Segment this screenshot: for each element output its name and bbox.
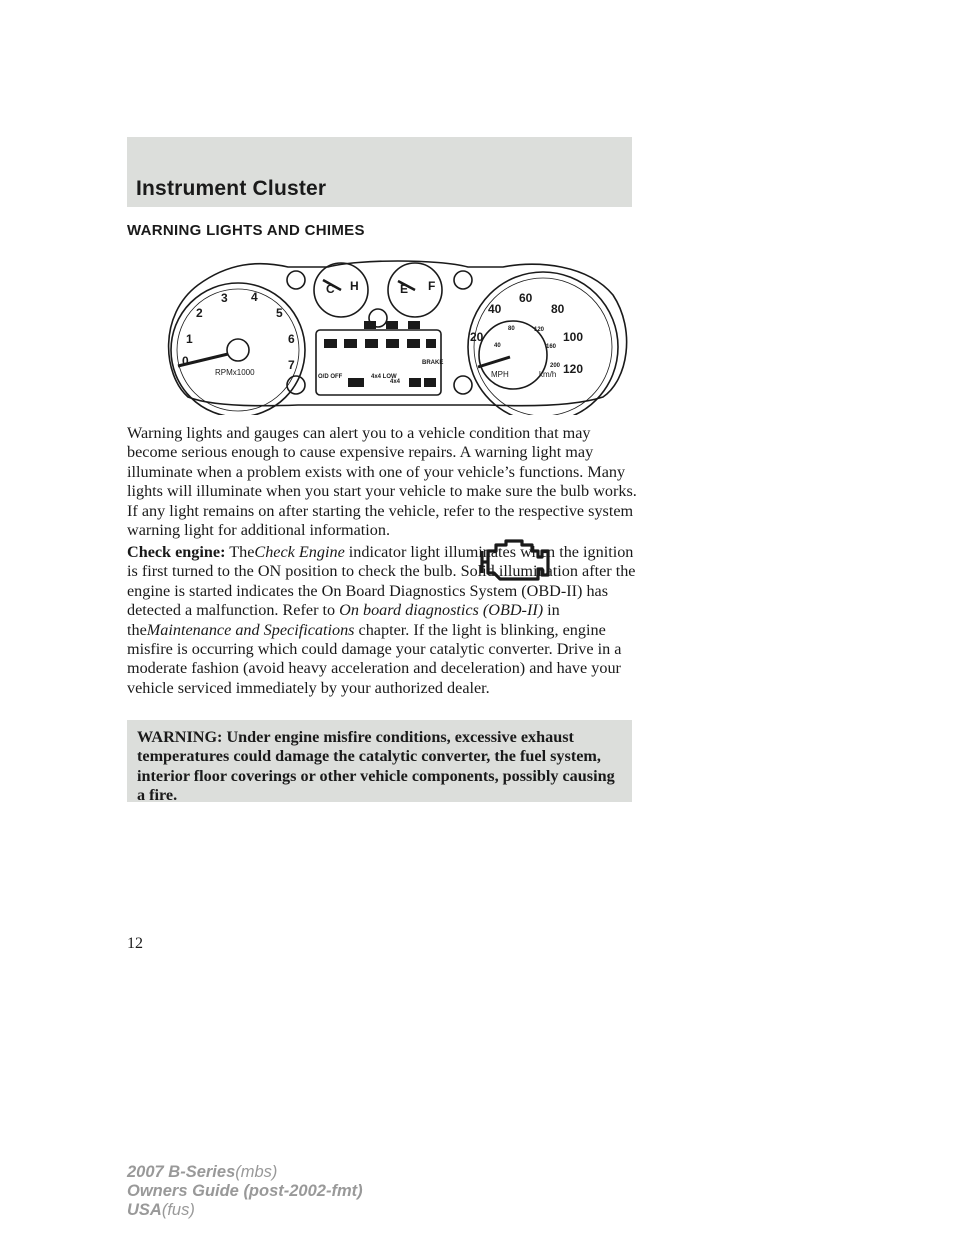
check-engine-text-a: indicator light illuminates when the ignition is first turned to the ON position to check the bulb. Solid illumination after the engine is started indicates the On Board Diagnostics System (OBD-II) has detected a malfunction. Refer to: [127, 543, 636, 620]
check-engine-paragraph: [127, 543, 642, 698]
check-engine-in-the: in the: [127, 601, 560, 639]
tach-tick-0: 0: [182, 354, 189, 368]
tach-tick-2: 2: [196, 306, 203, 320]
speed-tick-20: 20: [470, 330, 484, 344]
four-x-four-indicator: 4x4: [390, 379, 401, 385]
chapter-header: [127, 137, 632, 207]
speed-tick-100: 100: [563, 330, 584, 344]
speed-tick-120: 120: [563, 362, 584, 376]
check-engine-icon: [478, 537, 553, 583]
kmh-tick-160: 160: [546, 344, 557, 350]
tach-unit-label: RPMx1000: [215, 368, 255, 377]
check-engine-text-b: chapter. If the light is blinking, engine misfire is occurring which could damage your catalytic converter. Drive in a moderate fashion (avoid heavy acceleration and deceleration) and have your vehicle serviced immediately by your authorized dealer.: [127, 620, 622, 697]
instrument-cluster-figure: [158, 255, 633, 415]
footer-model-code: (mbs): [235, 1163, 278, 1181]
od-off-indicator: O/D OFF: [318, 374, 343, 380]
chapter-title: Instrument Cluster: [136, 177, 327, 200]
temp-cold-label: C: [326, 282, 335, 296]
kmh-tick-40: 40: [494, 343, 501, 349]
section-heading: WARNING LIGHTS AND CHIMES: [127, 222, 365, 239]
tach-tick-7: 7: [288, 358, 295, 372]
fuel-full-label: F: [428, 279, 436, 293]
page-number: 12: [127, 935, 143, 952]
temp-hot-label: H: [350, 279, 359, 293]
footer-guide: Owners Guide (post-2002-fmt): [127, 1182, 363, 1200]
four-low-indicator: 4x4 LOW: [371, 374, 397, 380]
check-engine-label: Check engine:: [127, 543, 226, 561]
intro-paragraph: Warning lights and gauges can alert you to a vehicle condition that may become serious enough to cause expensive repairs. A warning light may illuminate when a problem exists with one of your vehicle’s functions. Many lights will illuminate when you start your vehicle to make sure the bulb works. If any light remains on after starting the vehicle, refer to the respective system warning light for additional information.: [127, 424, 637, 540]
brake-indicator: BRAKE: [422, 360, 444, 366]
kmh-label: km/h: [539, 370, 557, 379]
tach-tick-6: 6: [288, 332, 295, 346]
tach-tick-4: 4: [251, 290, 258, 304]
check-engine-the: The: [229, 543, 255, 561]
speed-tick-80: 80: [551, 302, 565, 316]
kmh-tick-80: 80: [508, 326, 515, 332]
footer-region-code: (fus): [161, 1201, 195, 1219]
kmh-tick-200: 200: [550, 363, 561, 369]
tach-tick-3: 3: [221, 291, 228, 305]
obd-reference: On board diagnostics (OBD-II): [339, 601, 544, 620]
speed-tick-60: 60: [519, 291, 533, 305]
warning-box: [127, 720, 632, 805]
mph-label: MPH: [491, 370, 509, 379]
tach-tick-1: 1: [186, 332, 193, 346]
maintenance-reference: Maintenance and Specifications: [146, 620, 355, 639]
fuel-empty-label: E: [400, 282, 409, 296]
warning-text: WARNING: Under engine misfire conditions, excessive exhaust temperatures could damage the catalytic converter, the fuel system, interior floor coverings or other vehicle components, possibly causing a fire.: [137, 728, 615, 805]
tach-tick-5: 5: [276, 306, 283, 320]
kmh-tick-120: 120: [534, 327, 545, 333]
footer-region: USA: [127, 1201, 162, 1219]
check-engine-name: Check Engine: [254, 543, 345, 561]
speed-tick-40: 40: [488, 302, 502, 316]
document-footer: [127, 1163, 363, 1220]
footer-model: 2007 B-Series: [127, 1163, 236, 1181]
